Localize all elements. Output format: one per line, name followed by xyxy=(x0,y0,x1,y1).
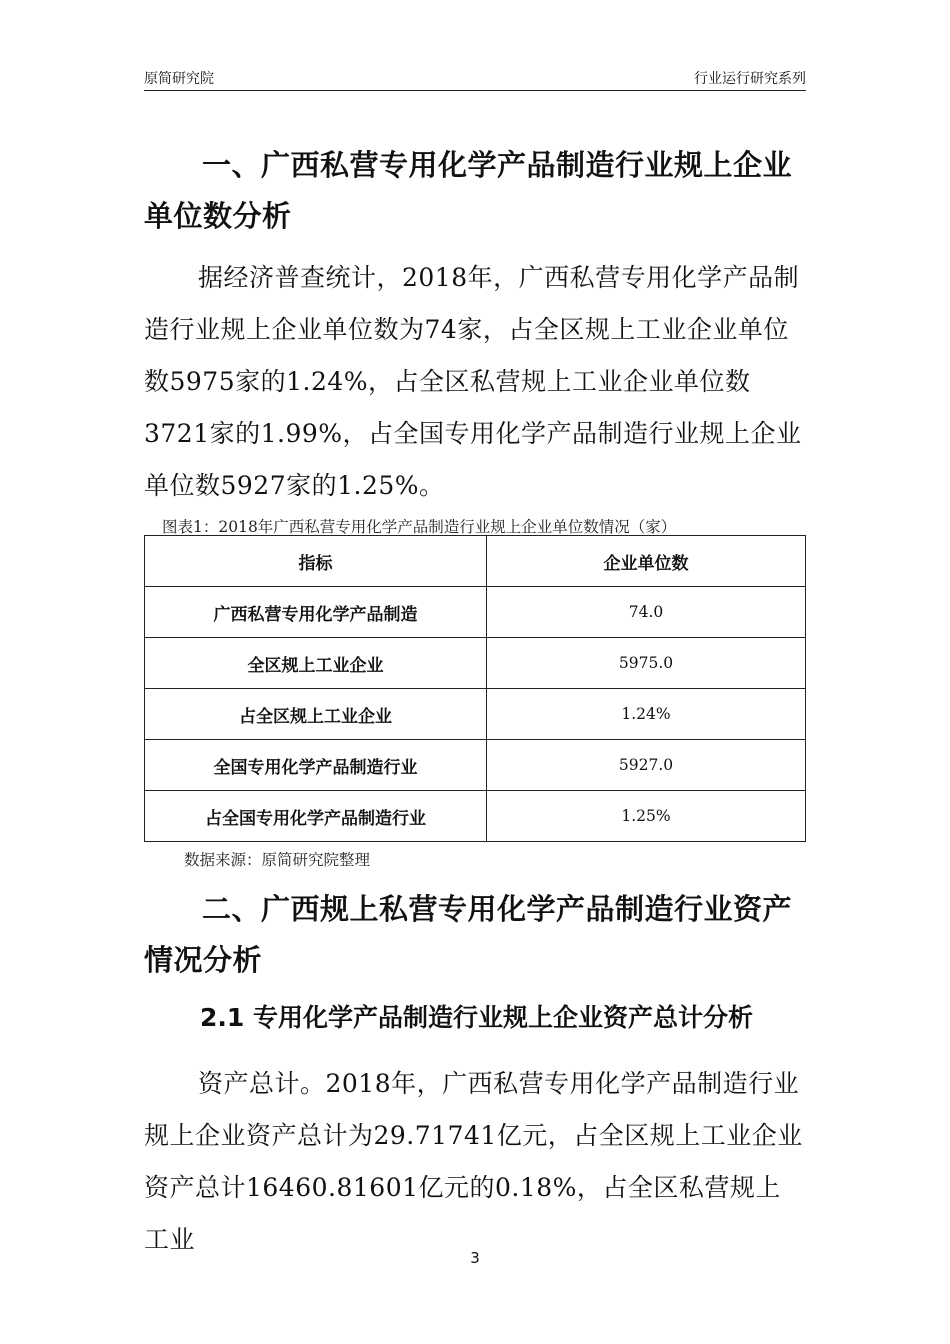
page-number: 3 xyxy=(470,1249,480,1267)
header-org-name: 原简研究院 xyxy=(144,71,214,87)
section2-paragraph xyxy=(144,1058,806,1266)
table-row-value: 5975.0 xyxy=(487,638,806,689)
table-row xyxy=(145,587,806,638)
header-series-title: 行业运行研究系列 xyxy=(694,71,806,87)
section1-paragraph-text: 据经济普查统计，2018年，广西私营专用化学产品制造行业规上企业单位数为74家，占全区规上工业企业单位数5975家的1.24%，占全区私营规上工业企业单位数3721家的1.99%，占全国专用化学产品制造行业规上企业单位数5927家的1.25%。 xyxy=(144,263,802,500)
table-row-label: 全区规上工业企业 xyxy=(145,638,487,689)
data-table xyxy=(144,535,806,842)
table-caption: 图表1：2018年广西私营专用化学产品制造行业规上企业单位数情况（家） xyxy=(162,518,677,536)
table-row-label: 占全国专用化学产品制造行业 xyxy=(145,791,487,842)
table-row xyxy=(145,689,806,740)
section2-subheading: 2.1 专用化学产品制造行业规上企业资产总计分析 xyxy=(200,1003,753,1032)
header-divider xyxy=(144,90,806,91)
table-header-count: 企业单位数 xyxy=(487,536,806,587)
table-row-value: 5927.0 xyxy=(487,740,806,791)
table-header-indicator: 指标 xyxy=(145,536,487,587)
section2-heading-text: 二、广西规上私营专用化学产品制造行业资产情况分析 xyxy=(144,892,793,977)
section2-heading xyxy=(144,884,806,986)
table-row xyxy=(145,740,806,791)
section1-heading xyxy=(144,140,806,242)
table-row xyxy=(145,638,806,689)
table-row-value: 1.25% xyxy=(487,791,806,842)
table-row-label: 占全区规上工业企业 xyxy=(145,689,487,740)
section1-paragraph xyxy=(144,252,806,512)
table-header-row xyxy=(145,536,806,587)
table-row-label: 广西私营专用化学产品制造 xyxy=(145,587,487,638)
table-row-value: 74.0 xyxy=(487,587,806,638)
table-source-note: 数据来源：原简研究院整理 xyxy=(184,851,371,869)
section1-heading-text: 一、广西私营专用化学产品制造行业规上企业单位数分析 xyxy=(144,148,793,233)
table-row xyxy=(145,791,806,842)
section2-paragraph-text: 资产总计。2018年，广西私营专用化学产品制造行业规上企业资产总计为29.71741亿元，占全区规上工业企业资产总计16460.81601亿元的0.18%，占全区私营规上工业 xyxy=(144,1069,803,1254)
table-row-label: 全国专用化学产品制造行业 xyxy=(145,740,487,791)
table-row-value: 1.24% xyxy=(487,689,806,740)
